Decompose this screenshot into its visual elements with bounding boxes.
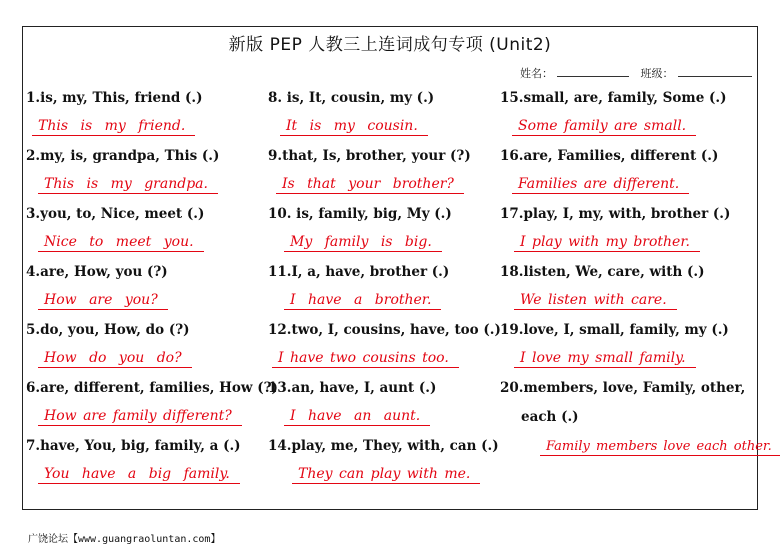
list-item — [268, 264, 498, 322]
name-blank — [557, 66, 629, 77]
question-text: 10. is, family, big, My (.) — [268, 206, 452, 222]
question-text: 7.have, You, big, family, a (.) — [26, 438, 241, 454]
list-item — [26, 90, 264, 148]
list-item — [26, 148, 264, 206]
question-text: 9.that, Is, brother, your (?) — [268, 148, 471, 164]
list-item — [26, 380, 278, 438]
list-item — [500, 90, 750, 148]
answer-text: Nice to meet you. — [38, 234, 204, 252]
question-text: 5.do, you, How, do (?) — [26, 322, 190, 338]
list-item — [500, 322, 750, 380]
column-2 — [268, 90, 501, 496]
name-class-bar — [520, 65, 752, 81]
question-text: 15.small, are, family, Some (.) — [500, 90, 727, 106]
question-text: 17.play, I, my, with, brother (.) — [500, 206, 731, 222]
question-text: 18.listen, We, care, with (.) — [500, 264, 705, 280]
answer-text: How are you? — [38, 292, 168, 310]
page-title: 新版 PEP 人教三上连词成句专项 (Unit2) — [228, 35, 552, 55]
column-1 — [26, 90, 278, 496]
question-text: 8. is, It, cousin, my (.) — [268, 90, 435, 106]
list-item — [268, 148, 498, 206]
list-item — [268, 438, 498, 496]
question-text: 14.play, me, They, with, can (.) — [268, 438, 499, 454]
answer-text: This is my friend. — [32, 118, 195, 136]
list-item — [26, 438, 264, 496]
answer-text: I have a brother. — [284, 292, 441, 310]
name-label: 姓名： — [520, 67, 553, 80]
answer-text: You have a big family. — [38, 466, 240, 484]
list-item — [500, 264, 750, 322]
answer-text: Is that your brother? — [276, 176, 464, 194]
answer-text: I play with my brother. — [514, 234, 700, 252]
question-text: 13.an, have, I, aunt (.) — [268, 380, 437, 396]
question-text: 19.love, I, small, family, my (.) — [500, 322, 729, 338]
list-item — [500, 438, 772, 496]
answer-text: We listen with care. — [514, 292, 677, 310]
answer-text: Some family are small. — [512, 118, 696, 136]
list-item — [500, 206, 750, 264]
list-item — [500, 380, 750, 438]
footer-credit: 广饶论坛【www.guangraoluntan.com】 — [28, 534, 221, 545]
answer-text: It is my cousin. — [280, 118, 428, 136]
answer-text: I have an aunt. — [284, 408, 430, 426]
answer-text: My family is big. — [284, 234, 442, 252]
list-item — [268, 322, 501, 380]
question-text: 12.two, I, cousins, have, too (.) — [268, 322, 501, 338]
answer-text: Family members love each other. — [540, 438, 780, 456]
question-text: 2.my, is, grandpa, This (.) — [26, 148, 220, 164]
answer-text: How do you do? — [38, 350, 192, 368]
question-text: 4.are, How, you (?) — [26, 264, 168, 280]
question-text: 11.I, a, have, brother (.) — [268, 264, 450, 280]
question-text: 3.you, to, Nice, meet (.) — [26, 206, 205, 222]
list-item — [26, 264, 264, 322]
column-3 — [500, 90, 772, 496]
answer-text: How are family different? — [38, 408, 242, 426]
answer-text: They can play with me. — [292, 466, 480, 484]
answer-text: I love my small family. — [514, 350, 696, 368]
answer-text: I have two cousins too. — [272, 350, 459, 368]
list-item — [26, 322, 264, 380]
class-label: 班级： — [640, 67, 674, 80]
list-item — [268, 90, 498, 148]
class-blank — [678, 66, 752, 77]
list-item — [268, 206, 498, 264]
list-item — [268, 380, 498, 438]
question-text: 20.members, love, Family, other, — [500, 380, 746, 396]
question-text: 1.is, my, This, friend (.) — [26, 90, 203, 106]
question-text-continued: each (.) — [521, 409, 579, 425]
question-text: 6.are, different, families, How (?) — [26, 380, 278, 396]
answer-text: This is my grandpa. — [38, 176, 218, 194]
list-item — [26, 206, 264, 264]
question-text: 16.are, Families, different (.) — [500, 148, 719, 164]
list-item — [500, 148, 750, 206]
answer-text: Families are different. — [512, 176, 689, 194]
